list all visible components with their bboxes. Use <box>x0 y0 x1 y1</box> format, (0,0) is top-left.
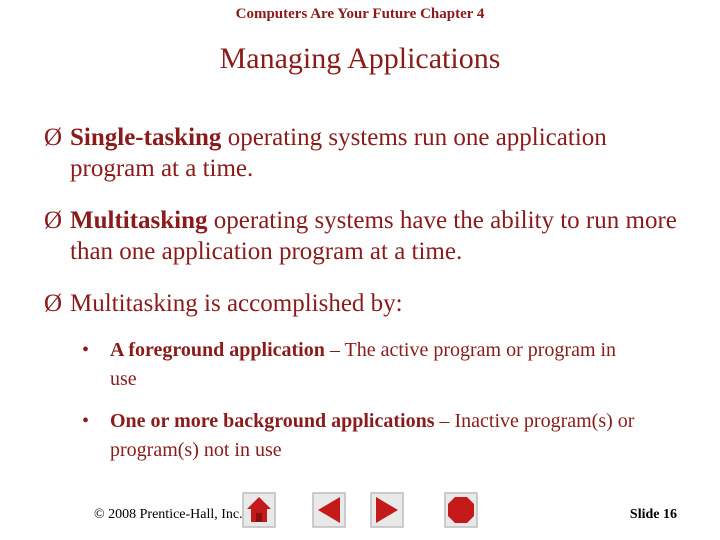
home-icon[interactable] <box>242 492 276 528</box>
subbullet-keyword: A foreground application <box>110 339 325 361</box>
bullet-text: operating systems run one application program at a time. <box>70 124 607 182</box>
dot-bullet-icon: • <box>82 410 90 432</box>
bullet-single-tasking <box>44 122 694 184</box>
subbullet-foreground <box>82 336 642 394</box>
arrow-bullet-icon: Ø <box>44 290 63 317</box>
previous-icon[interactable] <box>312 492 346 528</box>
end-show-icon[interactable] <box>444 492 478 528</box>
bullet-accomplished-by <box>44 288 694 319</box>
slide-title: Managing Applications <box>219 42 501 75</box>
bullet-text: operating systems have the ability to run more than one application program at a time. <box>70 207 677 265</box>
copyright-text: © 2008 Prentice-Hall, Inc. <box>94 507 243 522</box>
bullet-text: Multitasking is accomplished by: <box>70 290 403 317</box>
slide-number: Slide 16 <box>629 507 677 522</box>
arrow-bullet-icon: Ø <box>44 207 63 234</box>
arrow-bullet-icon: Ø <box>44 124 63 151</box>
subbullet-background <box>82 407 642 465</box>
subbullet-text: – The active program or program in use <box>110 339 617 390</box>
subbullet-text: – Inactive program(s) or program(s) not in use <box>110 410 635 461</box>
dot-bullet-icon: • <box>82 339 90 361</box>
subbullet-keyword: One or more background applications <box>110 410 435 432</box>
slide-header: Computers Are Your Future Chapter 4 <box>235 6 485 22</box>
bullet-multitasking <box>44 205 694 267</box>
bullet-keyword: Single-tasking <box>70 124 222 151</box>
next-icon[interactable] <box>370 492 404 528</box>
bullet-keyword: Multitasking <box>70 207 208 234</box>
